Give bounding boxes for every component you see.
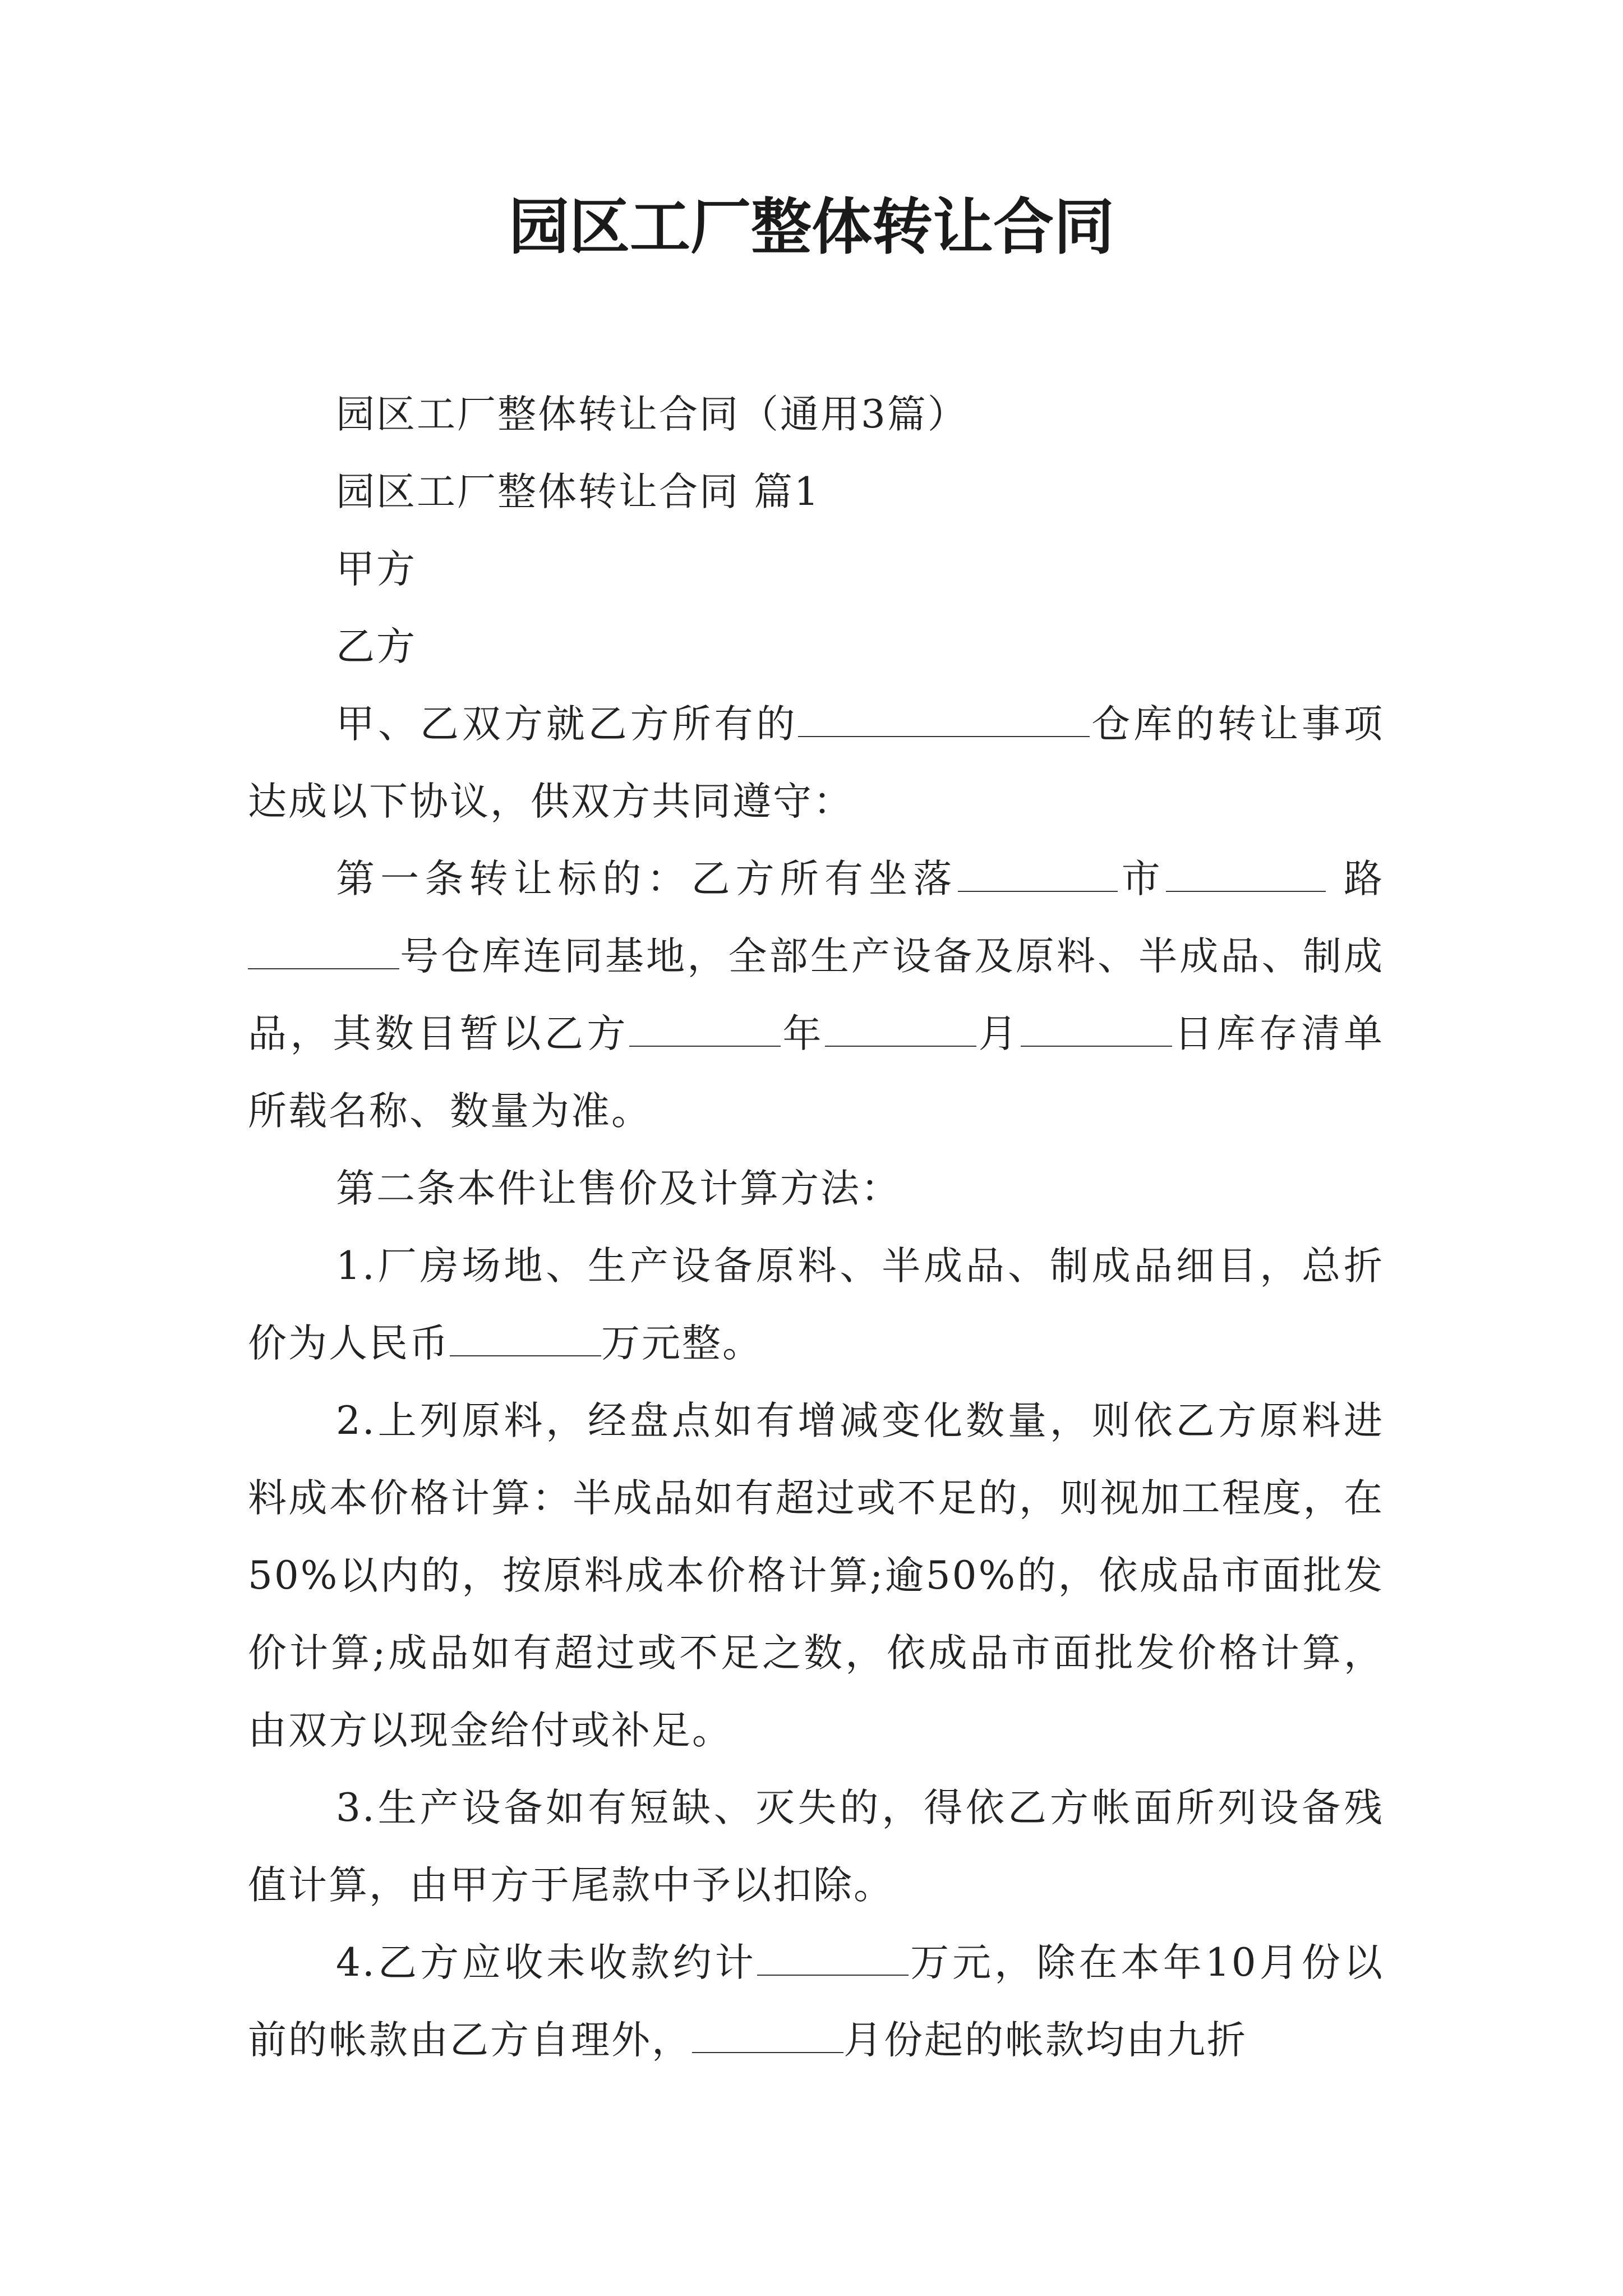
article-1-paragraph xyxy=(248,840,1384,1150)
day-blank xyxy=(1021,1011,1172,1047)
document-body xyxy=(248,376,1384,2079)
intro-paragraph xyxy=(248,685,1384,840)
receivable-blank xyxy=(757,1940,909,1976)
item-1-text-2: 万元整。 xyxy=(601,1321,763,1366)
item-2-paragraph: 2.上列原料，经盘点如有增减变化数量，则依乙方原料进料成本价格计算：半成品如有超过或不足的，则视加工程度，在50%以内的，按原料成本价格计算;逾50%的，依成品市面批发价计算;成品如有超过或不足之数，依成品市面批发价格计算，由双方以现金给付或补足。 xyxy=(248,1398,1384,1753)
article-2-heading: 第二条本件让售价及计算方法： xyxy=(336,1166,901,1211)
warehouse-blank xyxy=(798,701,1090,737)
article-1-text-4: 号仓库连同基地，全部生产设备及原料、半成品、制成品，其数目暂以乙方 xyxy=(248,934,1384,1056)
item-4-text-2: 万元，除在本年10月份以前的帐款由乙方自理外， xyxy=(248,1940,1384,2063)
item-4-text-1: 4.乙方应收未收款约计 xyxy=(336,1940,757,1985)
party-a-label: 甲方 xyxy=(336,547,417,592)
article-1-text-3: 路 xyxy=(1344,857,1385,901)
item-3-paragraph: 3.生产设备如有短缺、灭失的，得依乙方帐面所列设备残值计算，由甲方于尾款中予以扣除。 xyxy=(248,1786,1384,1908)
section-heading: 园区工厂整体转让合同 篇1 xyxy=(336,470,820,514)
number-blank xyxy=(248,933,399,969)
article-1-text-5: 年 xyxy=(781,1011,826,1056)
year-blank xyxy=(629,1011,781,1047)
article-1-text-6: 月 xyxy=(976,1011,1021,1056)
document-title: 园区工厂整体转让合同 xyxy=(508,192,1114,263)
total-price-blank xyxy=(450,1320,601,1356)
intro-text-1: 甲、乙双方就乙方所有的 xyxy=(336,702,799,747)
item-4-text-3: 月份起的帐款均由九折 xyxy=(843,2018,1247,2063)
item-4-paragraph xyxy=(248,1924,1384,2079)
city-blank xyxy=(958,856,1118,892)
intro-text-2: 仓库的转让事项达成以下协议，供双方共同遵守： xyxy=(248,702,1385,824)
start-month-blank xyxy=(692,2017,843,2053)
item-1-paragraph xyxy=(248,1227,1384,1382)
article-1-text-1: 第一条转让标的：乙方所有坐落 xyxy=(336,857,958,901)
article-1-text-7: 日库存清单所载名称、数量为准。 xyxy=(248,1011,1385,1134)
item-1-text-1: 1.厂房场地、生产设备原料、半成品、制成品细目，总折价为人民币 xyxy=(248,1244,1384,1366)
document-subtitle: 园区工厂整体转让合同（通用3篇） xyxy=(336,392,968,437)
month-blank xyxy=(825,1011,976,1047)
article-1-text-2: 市 xyxy=(1117,857,1166,901)
party-b-label: 乙方 xyxy=(336,624,417,669)
road-blank xyxy=(1166,856,1326,892)
